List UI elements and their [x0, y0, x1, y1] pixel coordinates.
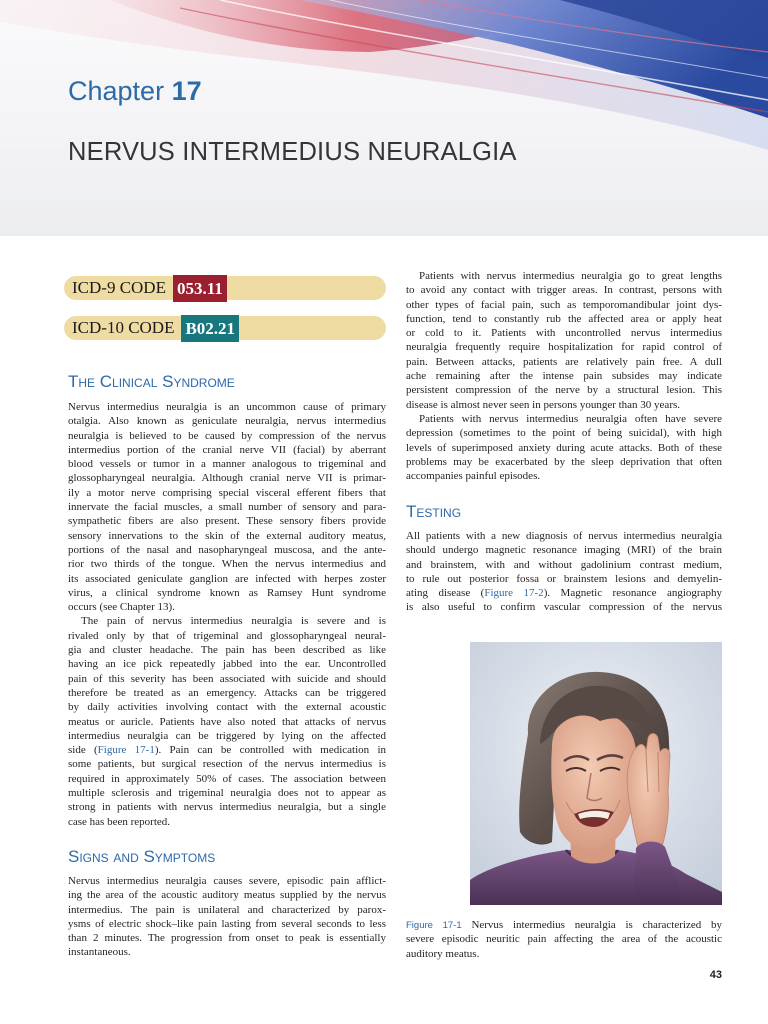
- text-line: disease is almost never seen in persons younger than 30 years.: [406, 398, 681, 411]
- clinical-syndrome-text: [68, 400, 386, 829]
- text-line: its associated geniculate ganglion are infected with herpes zoster: [68, 572, 386, 585]
- text-line: instantaneous.: [68, 946, 131, 959]
- chapter-number: 17: [171, 76, 202, 106]
- text-line: Patients with nervus intermedius neuralgia go to great lengths: [419, 270, 722, 282]
- text-line: ache remaining after the intense pain subsides may indicate: [406, 370, 722, 383]
- text-line: than 2 minutes. The progression from onset to peak is essentially: [68, 932, 386, 945]
- figure-label: Figure 17-1: [406, 920, 462, 931]
- text-line: Nervus intermedius neuralgia causes severe, episodic pain afflict-: [68, 875, 386, 887]
- figure-caption: [406, 918, 722, 961]
- figure-reference-link[interactable]: Figure 17-1: [97, 744, 155, 757]
- figure-17-1-illustration: [470, 642, 722, 905]
- text-line: side (Figure 17-1). Pain can be controlled with medication in: [68, 744, 386, 757]
- chapter-word: Chapter: [68, 76, 165, 106]
- caption-line: severe episodic neuritic pain affecting the area of the acoustic: [406, 933, 722, 946]
- text-line: depression (sometimes to the point of being suicidal), with high: [406, 427, 722, 440]
- text-line: rior two thirds of the tongue. When the nervus intermedius and: [68, 558, 386, 571]
- text-line: neuralgia frequently require hospitalization for rapid control of: [406, 341, 722, 354]
- signs-symptoms-text: [68, 874, 386, 960]
- text-line: to rule out posterior fossa or brainstem lesions and demyelin-: [406, 572, 722, 585]
- text-line: occurs (see Chapter 13).: [68, 601, 175, 614]
- text-line: problems may be exacerbated by the sleep deprivation that often: [406, 455, 722, 468]
- text-line: to avoid any contact with trigger areas. In contrast, persons with: [406, 284, 722, 297]
- icd10-code-bar: [64, 316, 386, 340]
- caption-line: auditory meatus.: [406, 947, 480, 960]
- text-line: ily a motor nerve comprising special visceral efferent fibers that: [68, 486, 386, 499]
- text-line: intermedius neuralgia can be triggered by lying on the affected: [68, 729, 386, 742]
- text-line: ating disease (Figure 17-2). Magnetic resonance angiography: [406, 587, 722, 600]
- text-line: All patients with a new diagnosis of nervus intermedius neuralgia: [406, 530, 722, 542]
- text-line: and brainstem, with and without gadolinium contrast medium,: [406, 558, 722, 571]
- chapter-title: NERVUS INTERMEDIUS NEURALGIA: [68, 138, 517, 166]
- text-line: Patients with nervus intermedius neuralgia often have severe: [419, 412, 722, 425]
- text-line: should undergo magnetic resonance imaging (MRI) of the brain: [406, 544, 722, 557]
- text-line: pain of this severity has been associated with suicide and should: [68, 672, 386, 685]
- figure-reference-link[interactable]: Figure 17-2: [484, 587, 544, 600]
- text-line: glossopharyngeal neuralgia. Although cranial nerve VII is primar-: [68, 472, 386, 485]
- text-line: accompanies painful episodes.: [406, 470, 541, 483]
- page-number: 43: [709, 969, 722, 981]
- chapter-label: [68, 74, 202, 108]
- text-line: innervate the facial muscles, a small number of sensory and para-: [68, 501, 386, 514]
- text-line: levels of superimposed anxiety during acute attacks. Both of these: [406, 441, 722, 454]
- text-line: intermedius. The pain is unilateral and characterized by parox-: [68, 903, 386, 916]
- paragraph: [406, 269, 722, 412]
- icd9-code-value: 053.11: [173, 275, 227, 302]
- text-line: meatus or auricle. Patients have also noted that attacks of nervus: [68, 715, 386, 728]
- text-line: case has been reported.: [68, 815, 171, 828]
- section-heading-signs-symptoms: Signs and Symptoms: [68, 847, 216, 866]
- paragraph: [68, 400, 386, 614]
- text-line: having an ice pick repeatedly jabbed into the ear. Uncontrolled: [68, 658, 386, 671]
- text-line: intermedius portion of the cranial nerve VII (facial) by aberrant: [68, 443, 386, 456]
- text-line: virus, a clinical syndrome known as Ramsey Hunt syndrome: [68, 586, 386, 599]
- text-line: ysms of electric shock–like pain lasting from several seconds to less: [68, 917, 386, 930]
- text-line: strong in patients with nervus intermedius neuralgia, but a single: [68, 801, 386, 814]
- text-line: function, tend to constantly rub the affected area or apply heat: [406, 312, 722, 325]
- text-line: multiple sclerosis and trigeminal neuralgia does not to appear as: [68, 787, 386, 800]
- text-line: therefore be treated as an emergency. Attacks can be triggered: [68, 686, 386, 699]
- icd10-code-label: ICD-10 CODE: [72, 318, 175, 337]
- text-line: neuralgia is believed to be caused by compression of the nervus: [68, 429, 386, 442]
- text-line: The pain of nervus intermedius neuralgia is severe and is: [81, 615, 386, 628]
- text-line: portions of the nasal and nasopharyngeal muscosa, and the ante-: [68, 543, 386, 556]
- text-line: otalgia. Also known as geniculate neuralgia, nervus intermedius: [68, 415, 386, 428]
- paragraph: [406, 412, 722, 483]
- paragraph: [68, 614, 386, 828]
- icd9-code-label: ICD-9 CODE: [72, 278, 166, 297]
- paragraph: [68, 874, 386, 960]
- caption-line: [406, 918, 722, 932]
- text-line: some patients, but surgical resection of the nervus intermedius is: [68, 758, 386, 771]
- text-line: required in approximately 50% of cases. The association between: [68, 772, 386, 785]
- text-line: ing the area of the acoustic auditory meatus supplied by the nervus: [68, 889, 386, 902]
- text-line: sensory innervations to the skin of the external auditory meatus,: [68, 529, 386, 542]
- paragraph: [406, 529, 722, 615]
- caption-text: Nervus intermedius neuralgia is characterized by: [471, 919, 722, 931]
- section-heading-clinical-syndrome: The Clinical Syndrome: [68, 372, 235, 391]
- continued-symptoms-text: [406, 269, 722, 483]
- text-line: sympathetic fibers are also present. These sensory fibers provide: [68, 515, 386, 528]
- testing-text: [406, 529, 722, 615]
- text-line: or cold to it. Patients with uncontrolled nervus intermedius: [406, 327, 722, 340]
- text-line: by daily activities involving contact with the external acoustic: [68, 701, 386, 714]
- chapter-header-banner: [0, 0, 768, 236]
- text-line: other types of facial pain, such as temporomandibular joint dys-: [406, 298, 722, 311]
- text-line: rivaled only by that of trigeminal and glossopharyngeal neural-: [68, 629, 386, 642]
- section-heading-testing: Testing: [406, 502, 462, 521]
- text-line: persistent compression of the nerve by a structural lesion. This: [406, 384, 722, 397]
- icd10-code-value: B02.21: [181, 315, 239, 342]
- text-line: Nervus intermedius neuralgia is an uncommon cause of primary: [68, 401, 386, 413]
- icd9-code-bar: [64, 276, 386, 300]
- text-line: blood vessels or tumor in a manner analogous to trigeminal and: [68, 458, 386, 471]
- text-line: is also useful to confirm vascular compression of the nervus: [406, 601, 722, 614]
- text-line: pain. Between attacks, patients are relatively pain free. A dull: [406, 355, 722, 368]
- text-line: gia and cluster headache. The pain has been described as like: [68, 644, 386, 657]
